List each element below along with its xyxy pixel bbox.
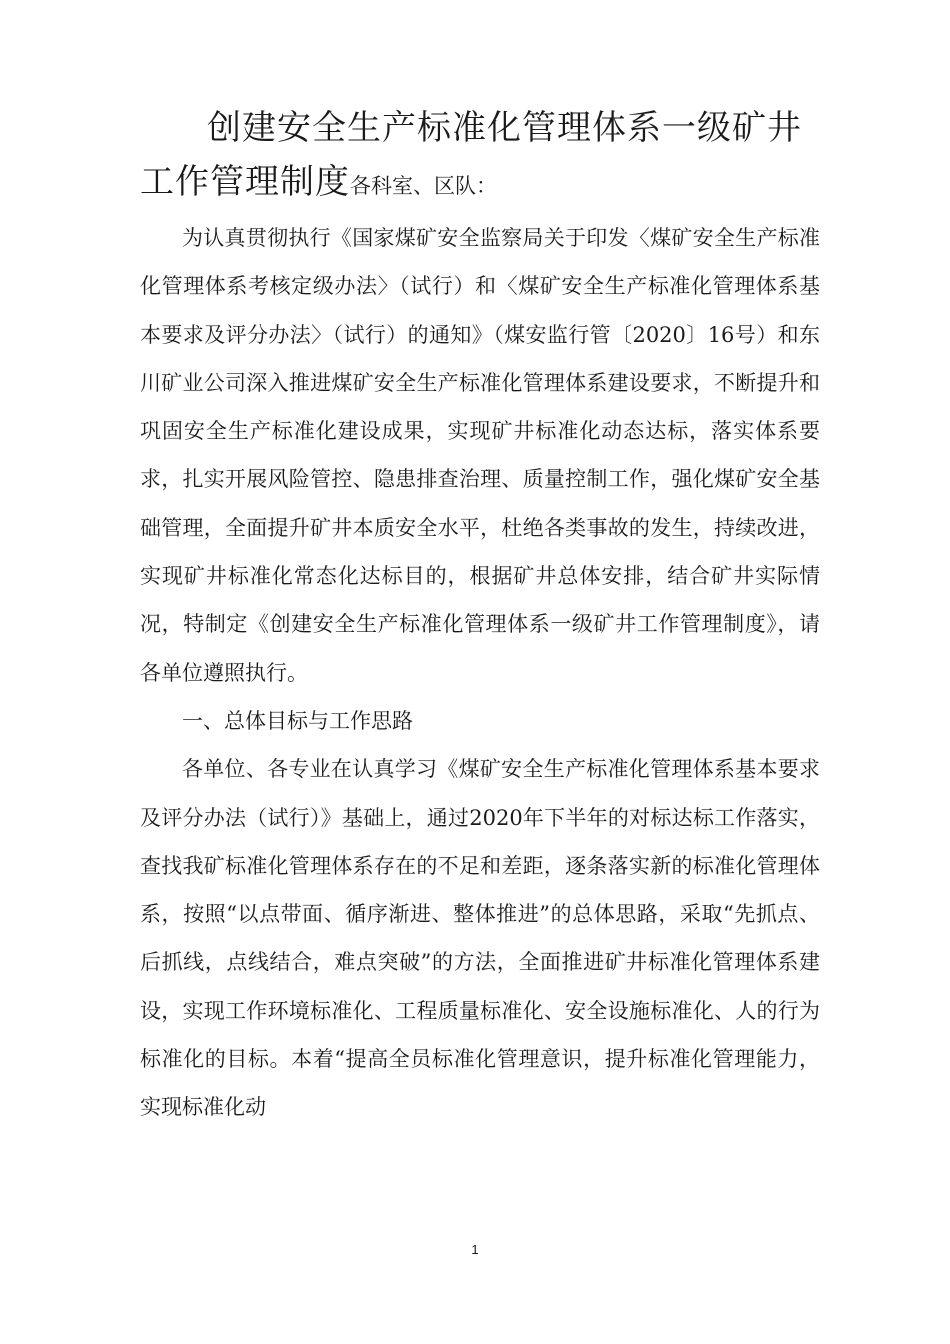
document-title-line2 [140,158,497,212]
salutation: 各科室、区队： [350,174,497,198]
document-title-line2-main: 工作管理制度 [140,162,350,202]
document-body [140,214,820,1132]
paragraph-section-1: 各单位、各专业在认真学习《煤矿安全生产标准化管理体系基本要求及评分办法（试行）》基础上，通过2020年下半年的对标达标工作落实，查找我矿标准化管理体系存在的不足和差距，逐条落实新的标准化管理体系，按照“以点带面、循序渐进、整体推进”的总体思路，采取“先抓点、后抓线，点线结合，难点突破”的方法，全面推进矿井标准化管理体系建设，实现工作环境标准化、工程质量标准化、安全设施标准化、人的行为标准化的目标。本着“提高全员标准化管理意识，提升标准化管理能力，实现标准化动 [140,757,820,1120]
document-title-line1: 创建安全生产标准化管理体系一级矿井 [207,108,802,148]
page-number: 1 [471,1242,479,1257]
paragraph-intro: 为认真贯彻执行《国家煤矿安全监察局关于印发〈煤矿安全生产标准化管理体系考核定级办法〉（试行）和〈煤矿安全生产标准化管理体系基本要求及评分办法〉（试行）的通知》（煤安监行管〔2020〕16号）和东川矿业公司深入推进煤矿安全生产标准化管理体系建设要求，不断提升和巩固安全生产标准化建设成果，实现矿井标准化动态达标，落实体系要求，扎实开展风险管控、隐患排查治理、质量控制工作，强化煤矿安全基础管理，全面提升矿井本质安全水平，杜绝各类事故的发生，持续改进，实现矿井标准化常态化达标目的，根据矿井总体安排，结合矿井实际情况，特制定《创建安全生产标准化管理体系一级矿井工作管理制度》，请各单位遵照执行。 [140,226,820,685]
section-heading-1: 一、总体目标与工作思路 [182,708,413,733]
